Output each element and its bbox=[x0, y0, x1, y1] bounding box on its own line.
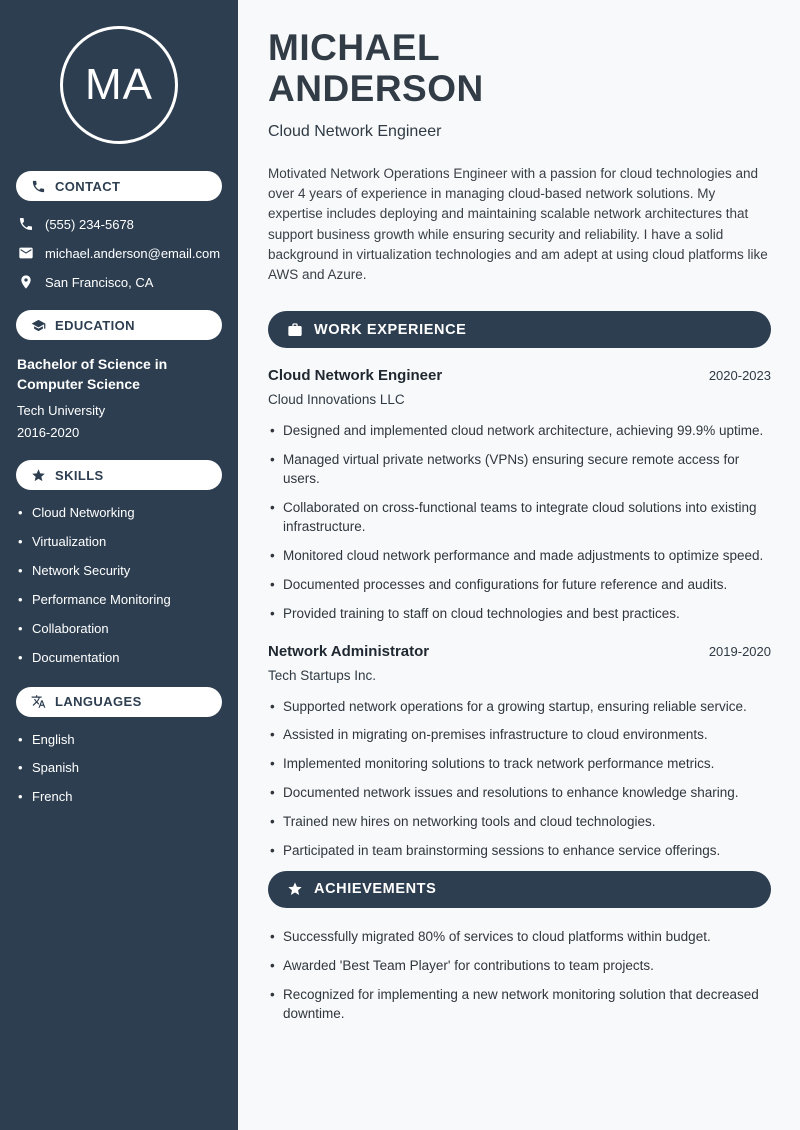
job-dates: 2019-2020 bbox=[708, 643, 771, 659]
job-company: Cloud Innovations LLC bbox=[268, 392, 405, 408]
education-header-label: EDUCATION bbox=[55, 317, 135, 333]
phone-icon bbox=[31, 179, 46, 194]
star-icon bbox=[31, 468, 46, 483]
list-item: • Documented processes and configurations for future reference and audits. bbox=[268, 576, 771, 595]
list-item: • Performance Monitoring bbox=[18, 592, 220, 609]
languages-section-header bbox=[16, 687, 222, 717]
list-item: • Participated in team brainstorming sessions to enhance service offerings. bbox=[268, 842, 771, 861]
list-item: • Successfully migrated 80% of services to cloud platforms within budget. bbox=[268, 928, 771, 947]
star-icon bbox=[287, 881, 303, 897]
work-experience-section-header bbox=[268, 311, 771, 348]
list-item: • Network Security bbox=[18, 563, 220, 580]
phone-icon bbox=[18, 216, 34, 232]
list-item: • Assisted in migrating on-premises infrastructure to cloud environments. bbox=[268, 726, 771, 745]
skills-section-header bbox=[16, 460, 222, 490]
languages-header-label: LANGUAGES bbox=[55, 694, 142, 710]
education-entry bbox=[0, 355, 238, 440]
list-item: • Trained new hires on networking tools and cloud technologies. bbox=[268, 813, 771, 832]
list-item: • Documented network issues and resolutions to enhance knowledge sharing. bbox=[268, 784, 771, 803]
list-item: • Awarded 'Best Team Player' for contributions to team projects. bbox=[268, 957, 771, 976]
person-name-line1: MICHAEL bbox=[268, 27, 441, 68]
list-item: • Designed and implemented cloud network architecture, achieving 99.9% uptime. bbox=[268, 422, 771, 441]
job-entry bbox=[268, 367, 771, 623]
job-dates: 2020-2023 bbox=[708, 368, 771, 384]
list-item: • Monitored cloud network performance and made adjustments to optimize speed. bbox=[268, 547, 771, 566]
contact-section bbox=[0, 171, 238, 290]
contact-phone bbox=[0, 216, 238, 232]
achievements-list bbox=[268, 928, 771, 1024]
skills-list bbox=[0, 505, 238, 666]
list-item: • Cloud Networking bbox=[18, 505, 220, 522]
languages-section bbox=[0, 687, 238, 807]
summary-paragraph: Motivated Network Operations Engineer with a passion for cloud technologies and over 4 years of experience in managing cloud-based network solutions. My expertise includes deploying and maintaining scalable network architectures that support business growth while ensuring security and reliability. I have a solid background in virtualization technologies and am adept at using cloud platforms like AWS and Azure. bbox=[268, 165, 768, 283]
list-item: • Collaborated on cross-functional teams to integrate cloud solutions into existing infrastructure. bbox=[268, 499, 771, 537]
education-years: 2016-2020 bbox=[17, 425, 80, 441]
list-item: • Supported network operations for a growing startup, ensuring reliable service. bbox=[268, 698, 771, 717]
education-degree: Bachelor of Science in Computer Science bbox=[17, 356, 168, 392]
list-item: • English bbox=[18, 732, 220, 749]
translate-icon bbox=[31, 694, 46, 709]
job-bullet-list bbox=[268, 422, 771, 623]
briefcase-icon bbox=[287, 322, 303, 338]
list-item: • Virtualization bbox=[18, 534, 220, 551]
avatar-initials: MA bbox=[85, 60, 153, 109]
contact-location-value: San Francisco, CA bbox=[45, 274, 154, 290]
job-header bbox=[268, 643, 771, 660]
sidebar bbox=[0, 0, 238, 1130]
list-item: • Spanish bbox=[18, 760, 220, 777]
job-bullet-list bbox=[268, 698, 771, 861]
job-entry bbox=[268, 643, 771, 861]
list-item: • Collaboration bbox=[18, 621, 220, 638]
main-content bbox=[238, 0, 800, 1130]
languages-list bbox=[0, 732, 238, 807]
person-name bbox=[268, 27, 771, 110]
email-icon bbox=[18, 245, 34, 261]
list-item: • Documentation bbox=[18, 650, 220, 667]
location-pin-icon bbox=[18, 274, 34, 290]
list-item: • Managed virtual private networks (VPNs) ensuring secure remote access for users. bbox=[268, 451, 771, 489]
graduation-cap-icon bbox=[31, 318, 46, 333]
list-item: • Provided training to staff on cloud technologies and best practices. bbox=[268, 605, 771, 624]
achievements-section-header bbox=[268, 871, 771, 908]
contact-email-value: michael.anderson@email.com bbox=[45, 245, 221, 261]
skills-section bbox=[0, 460, 238, 666]
job-header bbox=[268, 367, 771, 384]
contact-header-label: CONTACT bbox=[55, 178, 121, 194]
job-company: Tech Startups Inc. bbox=[268, 667, 377, 683]
education-section bbox=[0, 310, 238, 440]
job-title: Network Administrator bbox=[268, 642, 430, 660]
contact-section-header bbox=[16, 171, 222, 201]
skills-header-label: SKILLS bbox=[55, 467, 104, 483]
list-item: • Recognized for implementing a new network monitoring solution that decreased downtime. bbox=[268, 986, 771, 1024]
education-section-header bbox=[16, 310, 222, 340]
contact-email bbox=[0, 245, 238, 261]
work-experience-header-label: WORK EXPERIENCE bbox=[314, 321, 467, 338]
avatar bbox=[60, 26, 178, 144]
person-name-line2: ANDERSON bbox=[268, 68, 484, 110]
list-item: • French bbox=[18, 789, 220, 806]
contact-phone-value: (555) 234-5678 bbox=[45, 216, 134, 232]
education-school: Tech University bbox=[17, 403, 106, 419]
person-job-title: Cloud Network Engineer bbox=[268, 122, 442, 140]
list-item: • Implemented monitoring solutions to track network performance metrics. bbox=[268, 755, 771, 774]
contact-location bbox=[0, 274, 238, 290]
job-title: Cloud Network Engineer bbox=[268, 367, 443, 385]
achievements-header-label: ACHIEVEMENTS bbox=[314, 881, 437, 898]
